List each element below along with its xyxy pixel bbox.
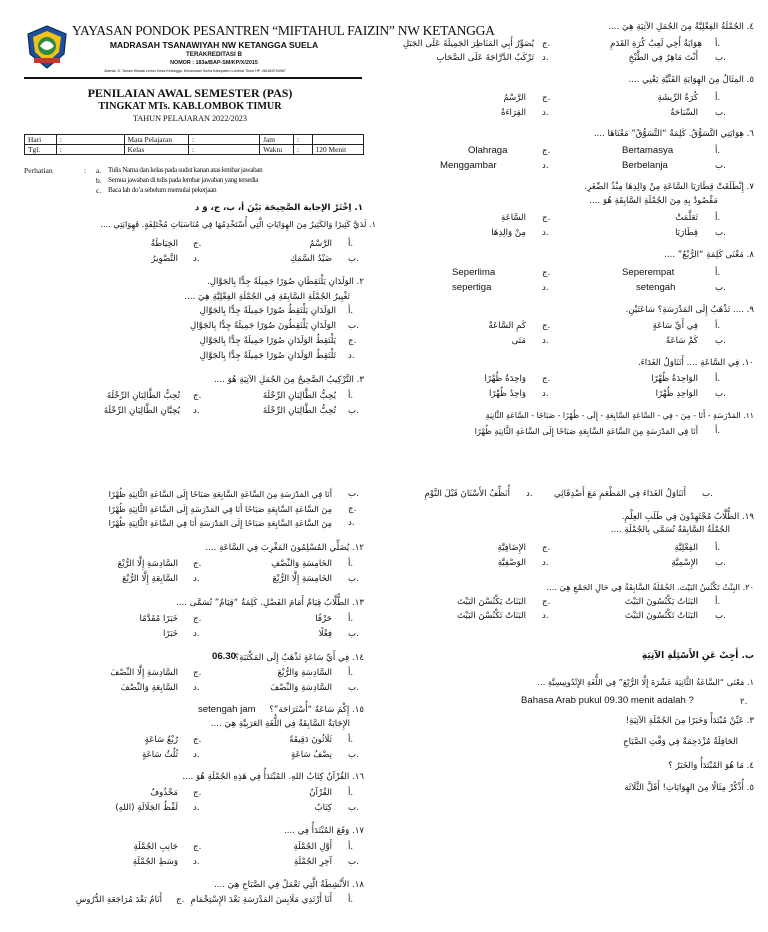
q14-letter-b: ب. (348, 683, 359, 693)
q17-letter-c: ج. (193, 842, 202, 852)
q20-option-b: البَنَاتُ تَكْنُسُونَ البَيْتَ (624, 611, 698, 621)
q8-letter-c: ج. (542, 268, 551, 278)
q13-option-b: فِعْلًا (318, 629, 332, 639)
accreditation: TERAKREDITASI B (186, 51, 242, 58)
q17-letter-a: أ. (348, 842, 354, 852)
q14-letter-c: ج. (193, 668, 202, 678)
q6-letter-a: أ. (715, 146, 721, 156)
q15-option-b: نِصْفُ سَاعَةٍ (290, 750, 332, 760)
q7-option-d: مِنْ وَالِدِهَا (491, 228, 526, 238)
question-13: ١٣. الطُّلَّابُ قِيَامٌ أَمَامَ الفَصْلِ. كَلِمَةُ “قِيَامٌ” تُسَمَّى .... (176, 598, 364, 608)
q11-letter-a: أ. (715, 426, 721, 436)
q13-letter-d: د. (193, 629, 200, 639)
q4-option-b: أَنْتَ مَاهِرٌ فِي الطَّبْخِ (628, 53, 698, 63)
q7-letter-c: ج. (542, 213, 551, 223)
note-a-text: Tulis Nama dan kelas pada sudut kanan atas lembar jawaban (108, 166, 263, 174)
exam-year: TAHUN PELAJARAN 2022/2023 (133, 114, 247, 123)
q6-letter-b: ب. (715, 161, 726, 171)
q6-letter-c: ج. (542, 146, 551, 156)
q13-option-d: خَبَرًا (162, 629, 178, 639)
q4-option-a: هِوَايَةُ أَخِي لَعِبُ كُرَةِ القَدَمِ (610, 39, 702, 49)
jam-colon: : (293, 135, 312, 145)
q19-option-c: الإِضَافِيَّةِ (497, 543, 526, 553)
school-logo (24, 24, 70, 70)
q10-letter-d: د. (542, 389, 549, 399)
school-name: YAYASAN PONDOK PESANTREN “MIFTAHUL FAIZIN” NW KETANGGA (72, 23, 495, 38)
tgl-colon: : (56, 145, 124, 155)
q11-option-d: مِنَ السَّاعَةِ السَّابِعَةِ صَبَاحًا إِلَى المَدْرَسَةِ أَنَا فِي السَّاعَةِ الثَّانِيَةِ ظُهْرًا (108, 518, 332, 528)
exam-title: PENILAIAN AWAL SEMESTER (PAS) (87, 86, 293, 100)
q9-letter-d: د. (542, 336, 549, 346)
q18-letter-a: أ. (348, 895, 354, 905)
school-address: Alamat: Jl. Taman Wisata Lemor Desa Ketangga, Kecamatan Suela Kabupaten Lombok Timur HP. 081805754987 (104, 69, 286, 73)
q20-letter-a: أ. (715, 597, 721, 607)
question-17: ١٧. وَقَعَ المُبْتَدَأُ فِي .... (284, 826, 364, 836)
q16-option-b: كِتَابُ (314, 803, 332, 813)
question-11-words: ١١. المَدْرَسَةِ - أَنَا - مِنَ - فِي - السَّاعَةِ السَّابِعَةِ - إِلَى - ظُهْرًا - صَبَاحًا - السَّاعَةِ الثَّانِيَةِ (485, 411, 754, 420)
q18-letter-c: ج. (176, 895, 185, 905)
license-number: NOMOR : 183a/BAP-SM/KP/X/2015 (170, 60, 258, 66)
q7-option-c: السَّاعَةِ (500, 213, 526, 223)
question-20: ٢٠. البِنْتُ تَكْنُسُ البَيْتَ. الجُمْلَةُ السَّابِقَةُ فِي حَالِ الجَمْعِ هِيَ .... (546, 582, 754, 592)
q4-letter-b: ب. (715, 53, 726, 63)
q12-letter-a: أ. (348, 559, 354, 569)
q15-letter-a: أ. (348, 735, 354, 745)
q8-letter-b: ب. (715, 283, 726, 293)
waktu-colon: : (293, 145, 312, 155)
q18-letter-b: ب. (702, 489, 713, 499)
question-7-stem: ٧. إِنْطَلَقَتْ قِطَارَيَا السَّاعَةِ مِنْ وَالِدِهَا مِنْذُ الصِّغَرِ. (584, 182, 754, 192)
q11-letter-d: د. (348, 518, 355, 528)
q2-letter-b: ب. (348, 321, 359, 331)
q16-option-a: القُرْآنُ (309, 788, 332, 798)
q17-option-b: آخِرِ الجُمْلَةِ (293, 857, 332, 867)
q3-letter-c: ج. (193, 391, 202, 401)
q5-option-b: السِّبَاحَةُ (670, 108, 698, 118)
q1-letter-d: د. (193, 254, 200, 264)
q15-latin: setengah jam (198, 704, 256, 715)
q10-option-d: وَاحِدُ ظُهْرًا (488, 389, 526, 399)
q17-letter-b: ب. (348, 857, 359, 867)
q19-letter-a: أ. (715, 543, 721, 553)
q16-letter-d: د. (193, 803, 200, 813)
q12-letter-d: د. (193, 574, 200, 584)
q7-letter-d: د. (542, 228, 549, 238)
q14-option-b: السَّادِسَةِ وَالنِّصْفَ (270, 683, 332, 693)
q7-option-b: قِطَارَيَا (675, 228, 698, 238)
q19-letter-d: د. (542, 558, 549, 568)
q16-letter-c: ج. (193, 788, 202, 798)
jam-label: Jam (260, 135, 294, 145)
hari-colon: : (56, 135, 124, 145)
q13-option-c: خَبَرًا مُقَدَّمًا (139, 614, 178, 624)
q14-option-d: السَّابِعَةِ وَالنِّصْفَ (120, 683, 178, 693)
q10-option-b: الوَاحِدِ ظُهْرًا (655, 389, 698, 399)
q4-option-c: يُصَوِّرُ أَبِي المَنَاظِرَ الجَمِيلَةَ عَلَى الجَبَلِ (402, 39, 534, 49)
q8-letter-a: أ. (715, 268, 721, 278)
q16-letter-b: ب. (348, 803, 359, 813)
q2-letter-c: ج. (348, 336, 357, 346)
mapel-colon: : (189, 135, 260, 145)
q19-option-b: الإِسْمِيَّةِ (671, 558, 698, 568)
q4-letter-c: ج. (542, 39, 551, 49)
q17-option-d: وَسَطِ الجُمْلَةِ (132, 857, 178, 867)
essay-3-sentence: الحَافِلَةُ مُزْدَحِمَةٌ فِي وَقْتِ الصَّبَاحِ (623, 737, 738, 747)
q5-letter-b: ب. (715, 108, 726, 118)
q2-option-a: الوَلَدَانِ يَلْتَقِطُ صُوَرًا جَمِيلَةً جِدًّا بِالجَوَّالِ (199, 306, 336, 316)
q5-letter-a: أ. (715, 93, 721, 103)
q18-option-d: أُنَظِّفُ الأَسْنَانَ قَبْلَ النَّوْمِ (424, 489, 510, 499)
q2-letter-a: أ. (348, 306, 354, 316)
q6-option-d: Menggambar (440, 160, 497, 171)
note-a-letter: a. (96, 166, 102, 175)
q1-option-b: صَيْدُ السَّمَكِ (289, 254, 332, 264)
question-10: ١٠. فِي السَّاعَةِ .... أَتَنَاوَلُ الغَدَاءَ. (637, 358, 754, 368)
q9-option-b: كَمْ سَاعَةً (665, 336, 698, 346)
note-c-text: Baca lah do’a sebelum memulai pekerjaan (108, 186, 217, 194)
question-7-instruction: مَقْصُودٌ بِهِ مِنَ الجُمْلَةِ السَّابِقَةِ هُوَ .... (589, 196, 718, 206)
question-19-stem: ١٩. الطُّلَّابُ مُجْتَهِدُونَ فِي طَلَبِ العِلْمِ. (621, 512, 754, 522)
waktu-value: 120 Menit (312, 145, 363, 155)
q18-letter-d: د. (526, 489, 533, 499)
q6-option-c: Olahraga (468, 145, 508, 156)
mapel-label: Mata Pelajaran (124, 135, 189, 145)
note-b-text: Semua jawaban di tulis pada lembar jawaban yang tersedia (108, 176, 259, 184)
q15-letter-d: د. (193, 750, 200, 760)
question-19-instruction: الجُمْلَةُ السَّابِقَةُ تُسَمَّى بِالجُمْلَةِ .... (610, 525, 730, 535)
essay-2-number: ٢. (740, 697, 748, 707)
q1-option-a: الرَّسْمُ (309, 239, 332, 249)
q14-letter-d: د. (193, 683, 200, 693)
q3-letter-d: د. (193, 406, 200, 416)
q11-option-a: أَنَا فِي المَدْرَسَةِ مِنَ السَّاعَةِ السَّابِعَةِ صَبَاحًا إِلَى السَّاعَةِ الثَّانِيَةِ ظُهْرًا (474, 426, 698, 436)
madrasah-name: MADRASAH TSANAWIYAH NW KETANGGA SUELA (109, 40, 319, 50)
q1-option-d: التَّصْوِيرُ (151, 254, 178, 264)
q13-letter-a: أ. (348, 614, 354, 624)
q20-option-a: البَنَاتُ يَكْنُسُونَ البَيْتَ (624, 597, 698, 607)
q11-option-c: مِنَ السَّاعَةِ السَّابِعَةِ صَبَاحًا أَنَا فِي المَدْرَسَةِ إِلَى السَّاعَةِ الثَّانِيَةِ ظُهْرًا (108, 504, 332, 514)
q12-option-a: الخَامِسَةِ وَالنِّصْفِ (271, 559, 332, 569)
kelas-label: Kelas (124, 145, 189, 155)
q8-option-d: sepertiga (452, 282, 492, 293)
q3-option-d: يُحِبَّانِ الطَّالِبَانِ الرِّحْلَةَ (103, 406, 180, 416)
q2-option-c: يَلْتَقِطُ الوَلَدَانِ صُوَرًا جَمِيلَةً جِدًّا بِالجَوَّالِ (199, 336, 336, 346)
q14-option-a: السَّادِسَةِ وَالرُّبْعَ (277, 668, 332, 678)
q9-option-c: كَمِ السَّاعَةُ (488, 321, 526, 331)
exam-level: TINGKAT MTs. KAB.LOMBOK TIMUR (98, 101, 282, 112)
q19-option-d: الوَصْفِيَّةِ (497, 558, 526, 568)
q10-option-a: الوَاحِدَةُ ظُهْرًا (651, 374, 698, 384)
q17-option-a: أَوَّلِ الجُمْلَةِ (293, 842, 332, 852)
question-4: ٤. الجُمْلَةُ الفِعْلِيَّةُ مِنَ الجُمَلِ الآتِيَةِ هِيَ .... (608, 22, 754, 32)
q5-option-d: القِرَاءَةُ (500, 108, 526, 118)
q15-letter-b: ب. (348, 750, 359, 760)
q3-option-c: تُحِبُّ الطَّالِبَانِ الرِّحْلَةَ (106, 391, 180, 401)
q20-letter-c: ج. (542, 597, 551, 607)
q9-letter-b: ب. (715, 336, 726, 346)
question-12: ١٢. يُصَلِّي المُسْلِمُونَ المَغْرِبَ فِي السَّاعَةِ .... (205, 543, 364, 553)
q9-option-a: فِي أَيِّ سَاعَةٍ (652, 321, 698, 331)
q16-letter-a: أ. (348, 788, 354, 798)
q14-time: 06.30 (212, 651, 237, 662)
note-b-letter: b. (96, 176, 102, 185)
q2-letter-d: د. (348, 351, 355, 361)
jam-value (312, 135, 363, 145)
q19-letter-c: ج. (542, 543, 551, 553)
q2-option-b: الوَلَدَانِ يَلْتَقِطُونَ صُوَرًا جَمِيلَةً جِدًّا بِالجَوَّالِ (190, 321, 336, 331)
q4-letter-d: د. (542, 53, 549, 63)
q20-option-c: البَنَاتُ يَكْنُسْنَ البَيْتَ (457, 597, 526, 607)
q6-option-a: Bertamasya (622, 145, 674, 156)
q20-option-d: البَنَاتُ تَكْنُسْنَ البَيْتَ (457, 611, 526, 621)
notes-label: Perhatian (24, 166, 53, 175)
question-8: ٨. مَعْنَى كَلِمَةِ “الرُّبْعُ” .... (664, 250, 754, 260)
essay-1: ١. مَعْنَى “السَّاعَةُ الثَّانِيَةَ عَشْرَةَ إِلَّا الرُّبْعَ” فِي اللُّغَةِ الإِنْدُونِيسِيَّةِ ... (537, 677, 754, 687)
q17-letter-d: د. (193, 857, 200, 867)
q9-letter-c: ج. (542, 321, 551, 331)
q11-letter-b: ب. (348, 489, 359, 499)
q15-letter-c: ج. (193, 735, 202, 745)
q14-letter-a: أ. (348, 668, 354, 678)
q1-letter-c: ج. (193, 239, 202, 249)
q12-letter-c: ج. (193, 559, 202, 569)
q4-letter-a: أ. (715, 39, 721, 49)
question-16: ١٦. القُرْآنُ كِتَابُ اللهِ. المُبْتَدَأُ فِي هَذِهِ الجُمْلَةِ هُوَ .... (182, 772, 364, 782)
q18-option-b: أَتَنَاوَلُ الغَدَاءَ فِي المَطْعَمِ مَعَ أَصْدِقَائِي (554, 489, 686, 499)
q13-letter-b: ب. (348, 629, 359, 639)
q5-letter-d: د. (542, 108, 549, 118)
q6-letter-d: د. (542, 161, 549, 171)
hari-label: Hari (25, 135, 57, 145)
exam-info-table (24, 134, 364, 155)
q12-letter-b: ب. (348, 574, 359, 584)
q14-option-c: السَّادِسَةِ إِلَّا النِّصْفَ (110, 668, 178, 678)
q17-option-c: جَانِبِ الجُمْلَةِ (133, 842, 178, 852)
q7-letter-b: ب. (715, 228, 726, 238)
q15-option-d: ثُلُثُ سَاعَةٍ (142, 750, 178, 760)
notes-colon: : (84, 166, 87, 175)
q16-option-c: مَحْذُوفٌ (150, 788, 178, 798)
q5-option-c: الرَّسْمُ (503, 93, 526, 103)
q1-option-c: الخِيَاطَةُ (150, 239, 178, 249)
waktu-label: Waktu (260, 145, 294, 155)
q5-letter-c: ج. (542, 93, 551, 103)
q4-option-d: تَرْكَبُ الدَّرَّاجَةَ عَلَى الصَّحَابِ (436, 53, 534, 63)
q5-option-a: كُرَةُ الرِّيشَةِ (657, 93, 698, 103)
q2-option-d-text: تَلْتَقِطُ الوَلَدَانِ صُوَرًا جَمِيلَةً جِدًّا بِالجَوَّالِ (199, 351, 336, 361)
note-c-letter: c. (96, 186, 102, 195)
essay-5: ٥. أُذْكُرْ مِثَالًا مِنَ الهِوَايَاتِ! أَقَلَّ الثَّلَاثَة (624, 783, 754, 793)
q18-option-a: أَنَا أَرْتَدِي مَلَابِسَ المَدْرَسَةِ بَعْدَ الإِسْتِحْمَامِ (190, 895, 332, 905)
q10-letter-c: ج. (542, 374, 551, 384)
question-18: ١٨. الأَنْشِطَةُ الَّتِي تَعْمَلُ فِي الصَّبَاحِ هِيَ .... (214, 880, 364, 890)
question-14: ١٤. فِي أَيِّ سَاعَةٍ تَذْهَبُ إِلَى المَكْتَبَةِ؟ (234, 653, 364, 663)
kelas-colon: : (189, 145, 260, 155)
q19-option-a: الفِعْلِيَّةِ (674, 543, 698, 553)
q10-letter-a: أ. (715, 374, 721, 384)
q13-option-a: حَرْفًا (315, 614, 332, 624)
q3-option-a: يُحِبُّ الطَّالِبَانِ الرِّحْلَةَ (262, 391, 336, 401)
question-6: ٦. هِوَايَتِي التَّسَوُّقُ. كَلِمَةُ “التَّسَوُّقُ” مَعْنَاهَا .... (593, 129, 754, 139)
section-b-instruction: ب. أَجِبْ عَنِ الأَسْئِلَةِ الآتِيَةِ (641, 651, 754, 661)
question-9: ٩. .... تَذْهَبُ إِلَى المَدْرَسَةِ؟ سَاعَتَيْنِ. (625, 305, 754, 315)
q8-letter-d: د. (542, 283, 549, 293)
q20-letter-d: د. (542, 611, 549, 621)
q13-letter-c: ج. (193, 614, 202, 624)
q11-letter-c: ج. (348, 504, 357, 514)
essay-3-question: ٣. عَيِّنْ مُبْتَدَأً وَخَبَرًا مِنَ الجُمْلَةِ الآتِيَةِ! (625, 716, 754, 726)
question-5: ٥. المِثَالُ مِنَ الهِوَايَةِ الفَنِّيَّةِ يَعْنِي .... (628, 75, 754, 85)
question-15-instruction: الإِجَابَةُ السَّابِقَةُ فِي اللُّغَةِ العَرَبِيَّةِ هِيَ .... (210, 719, 350, 729)
q8-option-a: Seperempat (622, 267, 675, 278)
q15-option-a: ثَلَاثُونَ دَقِيقَةً (289, 735, 332, 745)
q9-letter-a: أ. (715, 321, 721, 331)
q12-option-c: السَّادِسَةِ إِلَّا الرُّبْعَ (117, 559, 178, 569)
question-1: ١. لَدَيَّ كَثِيرًا وَالكَثِيرُ مِنَ الهِوَايَاتِ الَّتِي أُسْتَخْدِمُهَا فِي مُنَاسَبَاتِ مُخْتَلِفَةٍ. فَهِوَايَتِي .... (100, 219, 376, 229)
essay-4: ٤. مَا هُوَ المُبْتَدَأُ وَالخَبَرُ ؟ (668, 761, 754, 771)
q18-option-c: أَنَامُ بَعْدَ مُرَاجَعَةِ الدُّرُوسِ (75, 895, 162, 905)
q20-letter-b: ب. (715, 611, 726, 621)
q9-option-d: مَتَى (511, 336, 526, 346)
header-divider (24, 77, 362, 79)
q12-option-b: الخَامِسَةِ إِلَّا الرُّبْعَ (272, 574, 332, 584)
q7-option-a: تَعَلَّمَتْ (675, 213, 698, 223)
q15-option-c: رُبْعُ سَاعَةٍ (144, 735, 178, 745)
tgl-label: Tgl. (25, 145, 57, 155)
question-15: ١٥. إِكْمَ سَاعَةً “أُسْتَرَاحَة”؟ (269, 705, 364, 715)
question-2-stem: ٢. الوَلَدَانِ يَلْتَقِطَانِ صُوَرًا جَمِيلَةً جِدًّا بِالجَوَّالِ. (207, 277, 364, 287)
question-3: ٣. التَّرْكِيبُ الصَّحِيحُ مِنَ الجُمَلِ الآتِيَةِ هُوَ .... (213, 375, 364, 385)
q3-letter-a: أ. (348, 391, 354, 401)
essay-2: Bahasa Arab pukul 09.30 menit adalah ? (521, 695, 694, 706)
q10-letter-b: ب. (715, 389, 726, 399)
q19-letter-b: ب. (715, 558, 726, 568)
q6-option-b: Berbelanja (622, 160, 668, 171)
q11-option-b: أَنَا فِي المَدْرَسَةِ مِنَ السَّاعَةِ السَّابِعَةِ صَبَاحًا إِلَى السَّاعَةِ الثَّانِيَةِ ظُهْرًا (108, 489, 332, 499)
q8-option-c: Seperlima (452, 267, 496, 278)
q12-option-d: السَّابِعَةِ إِلَّا الرُّبْعَ (122, 574, 178, 584)
q1-letter-b: ب. (348, 254, 359, 264)
q10-option-c: وَاحِدَةُ ظُهْرًا (484, 374, 526, 384)
q16-option-d: لَفْظُ الجَلَالَةِ (اللهِ) (115, 803, 178, 813)
q1-letter-a: أ. (348, 239, 354, 249)
q7-letter-a: أ. (715, 213, 721, 223)
q8-option-b: setengah (636, 282, 676, 293)
section-a-instruction: ١. اِخْتَرْ الإجابة الصَّحِيحَة بَيْنَ أ، ب، ج، وَ د (194, 203, 363, 213)
q3-letter-b: ب. (348, 406, 359, 416)
question-2-instruction: تَغْيِيرُ الجُمْلَةِ السَّابِقَةِ فِي الجُمْلَةِ الفِعْلِيَّةِ هِيَ .... (184, 292, 350, 302)
q3-option-b: تُحِبُّ الطَّالِبَانِ الرِّحْلَةَ (262, 406, 336, 416)
